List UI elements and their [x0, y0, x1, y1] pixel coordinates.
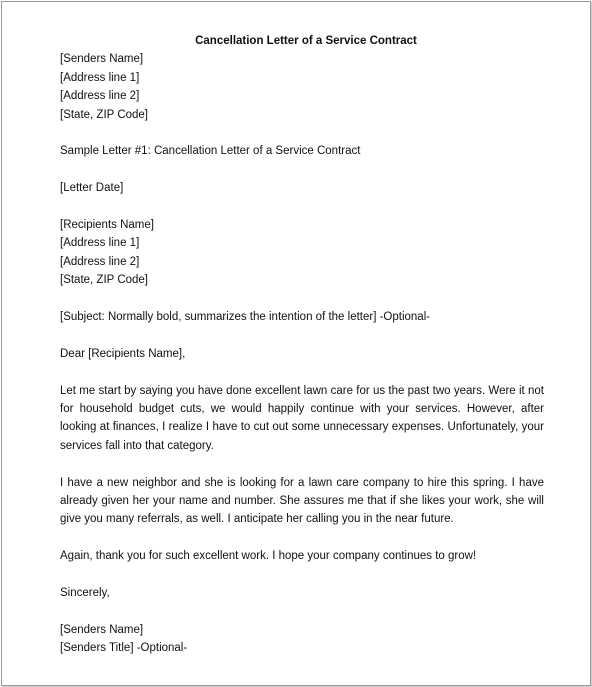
- body-paragraph-1: Let me start by saying you have done excellent lawn care for us the past two years. Were it not for household budget cuts, we would happily continue with your services. However, after looking at finances, I realize I have to cut out some unnecessary expenses. Unfortunately, your services fall into that category.: [60, 384, 544, 452]
- salutation: Dear [Recipients Name],: [60, 347, 186, 360]
- sender-name: [Senders Name]: [60, 53, 144, 66]
- body-paragraph-3: Again, thank you for such excellent work. I hope your company continues to grow!: [60, 550, 477, 563]
- closing: Sincerely,: [60, 587, 110, 600]
- spacer: [60, 602, 544, 620]
- sample-heading: Sample Letter #1: Cancellation Letter of a Service Contract: [60, 145, 361, 158]
- recipient-state-zip: [State, ZIP Code]: [60, 274, 149, 287]
- signature-name: [Senders Name]: [60, 623, 144, 636]
- spacer: [60, 124, 544, 142]
- spacer: [60, 566, 544, 584]
- recipient-block: [60, 216, 544, 290]
- letter-date: [Letter Date]: [60, 182, 124, 195]
- sender-address-line-1: [Address line 1]: [60, 71, 140, 84]
- spacer: [60, 290, 544, 308]
- spacer: [60, 529, 544, 547]
- spacer: [60, 198, 544, 216]
- document-page: [1, 1, 591, 686]
- document-title: Cancellation Letter of a Service Contract: [195, 35, 417, 47]
- spacer: [60, 161, 544, 179]
- sender-address-line-2: [Address line 2]: [60, 90, 140, 103]
- recipient-address-line-2: [Address line 2]: [60, 255, 140, 268]
- recipient-address-line-1: [Address line 1]: [60, 237, 140, 250]
- spacer: [60, 326, 544, 344]
- spacer: [60, 363, 544, 381]
- sender-block: [60, 50, 544, 124]
- body-paragraph-2: I have a new neighbor and she is looking for a lawn care company to hire this spring. I have already given her your name and number. She assures me that if she likes your work, she will give you many referrals, as well. I anticipate her calling you in the near future.: [60, 476, 544, 526]
- subject-line: [Subject: Normally bold, summarizes the intention of the letter] -Optional-: [60, 311, 431, 324]
- spacer: [60, 455, 544, 473]
- letter-content: [60, 32, 544, 658]
- sender-state-zip: [State, ZIP Code]: [60, 108, 149, 121]
- recipient-name: [Recipients Name]: [60, 219, 154, 232]
- signature-title: [Senders Title] -Optional-: [60, 642, 188, 655]
